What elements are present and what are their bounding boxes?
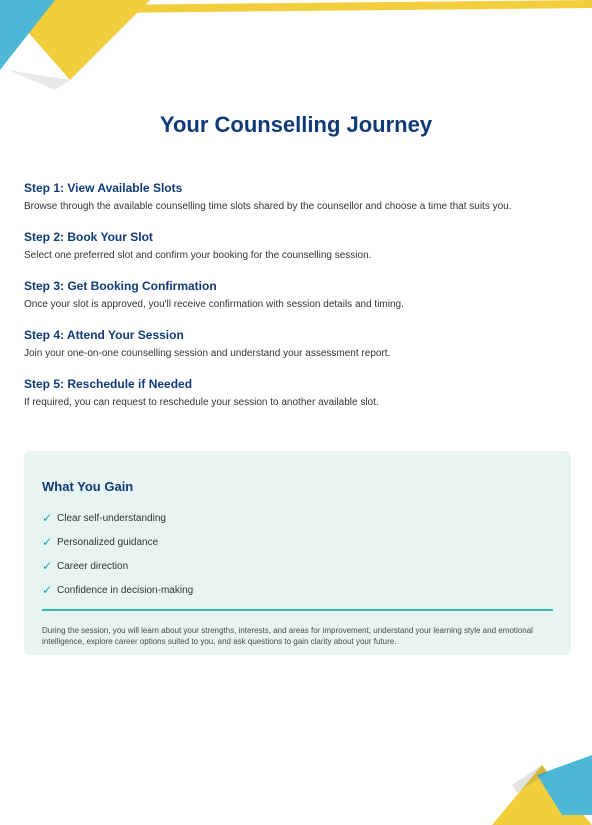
step-item <box>24 181 574 214</box>
check-icon: ✓ <box>42 559 53 573</box>
divider <box>42 609 553 611</box>
step-description: Browse through the available counselling time slots shared by the counsellor and choose a time that suits you. <box>24 201 512 212</box>
bottom-corner-decoration <box>452 755 592 825</box>
step-heading: Step 2: Book Your Slot <box>24 230 153 244</box>
step-item <box>24 377 574 410</box>
gain-item <box>42 578 553 602</box>
gain-item <box>42 530 553 554</box>
top-corner-decoration <box>0 0 592 90</box>
step-description: If required, you can request to reschedule your session to another available slot. <box>24 397 379 408</box>
gain-item-label: Personalized guidance <box>57 536 159 548</box>
gain-item <box>42 506 553 530</box>
step-item <box>24 328 574 361</box>
gain-summary: During the session, you will learn about your strengths, interests, and areas for improvement, understand your learning style and emotional intelligence, explore career options suited to you, and ask questions to gain clarity about your future. <box>42 626 533 646</box>
gain-item <box>42 554 553 578</box>
gain-item-label: Career direction <box>57 560 129 572</box>
step-item <box>24 230 574 263</box>
step-heading: Step 4: Attend Your Session <box>24 328 184 342</box>
step-description: Join your one-on-one counselling session and understand your assessment report. <box>24 348 391 359</box>
step-heading: Step 1: View Available Slots <box>24 181 183 195</box>
check-icon: ✓ <box>42 583 53 597</box>
step-heading: Step 3: Get Booking Confirmation <box>24 279 217 293</box>
gain-title: What You Gain <box>42 479 134 494</box>
step-heading: Step 5: Reschedule if Needed <box>24 377 193 391</box>
step-item <box>24 279 574 312</box>
page-title: Your Counselling Journey <box>159 112 433 137</box>
gain-item-label: Confidence in decision-making <box>57 584 194 596</box>
gain-item-label: Clear self-understanding <box>57 512 166 524</box>
step-description: Once your slot is approved, you'll receive confirmation with session details and timing. <box>24 299 404 310</box>
gain-list <box>42 506 553 602</box>
check-icon: ✓ <box>42 511 53 525</box>
what-you-gain-panel <box>24 451 571 655</box>
step-description: Select one preferred slot and confirm your booking for the counselling session. <box>24 250 372 261</box>
steps-list <box>24 181 574 426</box>
check-icon: ✓ <box>42 535 53 549</box>
